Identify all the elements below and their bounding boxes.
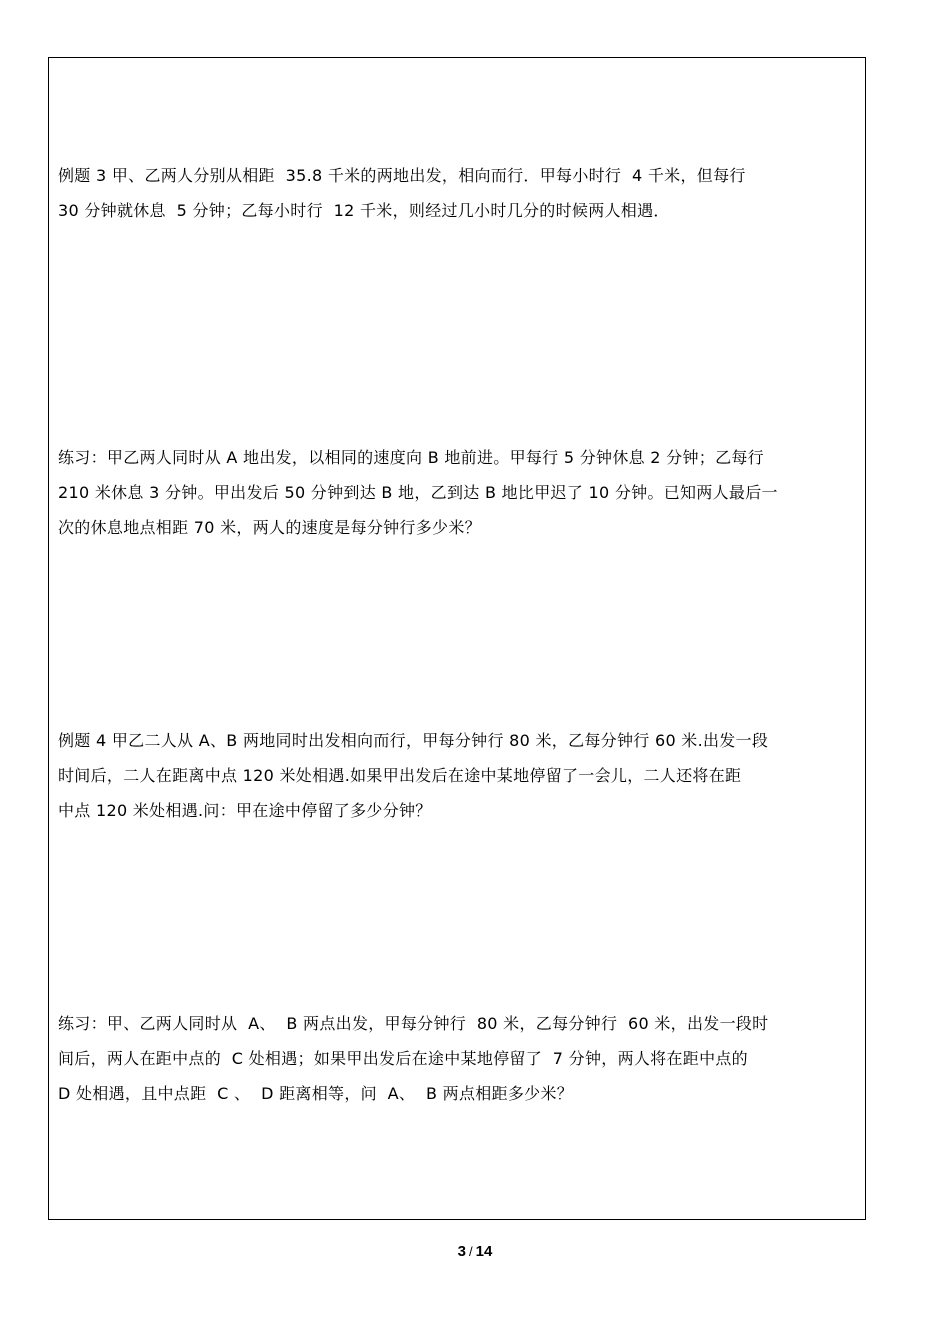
current-page: 3 — [457, 1243, 467, 1260]
total-pages: 14 — [475, 1243, 493, 1260]
page-separator: / — [469, 1244, 473, 1259]
practice-1-text: 练习：甲乙两人同时从 A 地出发，以相同的速度向 B 地前进。甲每行 5 分钟休息 2 分钟；乙每行 210 米休息 3 分钟。甲出发后 50 分钟到达 B 地，乙到达 B 地比甲迟了 10 分钟。已知两人最后一 次的休息地点相距 70 米，两人的速度是每分钟行多少米？ — [58, 448, 778, 537]
page-number — [0, 1243, 950, 1260]
example-3-text: 例题 3 甲、乙两人分别从相距 35.8 千米的两地出发，相向而行．甲每小时行 4 千米，但每行 30 分钟就休息 5 分钟；乙每小时行 12 千米，则经过几小时几分的时候两人相遇． — [58, 166, 746, 220]
practice-2-text: 练习：甲、乙两人同时从 A、 B 两点出发，甲每分钟行 80 米，乙每分钟行 60 米，出发一段时 间后，两人在距中点的 C 处相遇；如果甲出发后在途中某地停留了 7 分钟，两人将在距中点的 D 处相遇，且中点距 C 、 D 距离相等，问 A、 B 两点相距多少米？ — [58, 1014, 769, 1103]
example-4-text: 例题 4 甲乙二人从 A、B 两地同时出发相向而行，甲每分钟行 80 米，乙每分钟行 60 米.出发一段 时间后，二人在距离中点 120 米处相遇.如果甲出发后在途中某地停留了一会儿，二人还将在距 中点 120 米处相遇.问：甲在途中停留了多少分钟？ — [58, 731, 769, 820]
